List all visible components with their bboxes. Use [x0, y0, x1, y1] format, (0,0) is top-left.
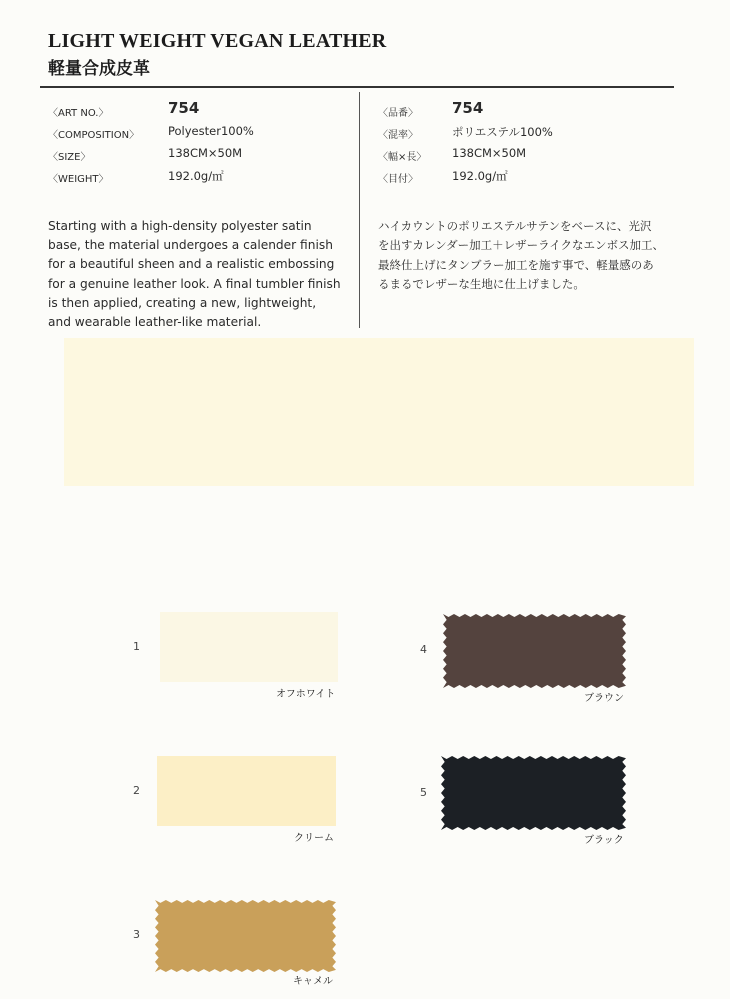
description-en-line: for a genuine leather look. A final tumbler finish — [48, 276, 341, 291]
column-divider — [359, 92, 360, 328]
swatch-caption-black: ブラック — [584, 835, 624, 846]
swatch-caption-cream: クリーム — [294, 833, 334, 844]
swatch-cream — [157, 756, 336, 826]
swatch-caption-brown: ブラウン — [584, 693, 624, 704]
large-fabric-swatch — [64, 338, 694, 486]
spec-label-jp-composition: 〈混率〉 — [378, 130, 418, 141]
title-en: LIGHT WEIGHT VEGAN LEATHER — [48, 30, 387, 52]
swatch-number-5: 5 — [420, 786, 427, 799]
description-jp-line: 最終仕上げにタンブラー加工を施す事で、軽量感のあ — [378, 257, 654, 272]
swatch-black — [441, 756, 626, 830]
spec-label-weight: 〈WEIGHT〉 — [48, 174, 109, 185]
spec-label-jp-art-no: 〈品番〉 — [378, 108, 418, 119]
spec-label-art-no: 〈ART NO.〉 — [48, 108, 109, 119]
description-jp — [378, 217, 678, 295]
description-en-line: Starting with a high-density polyester satin — [48, 219, 312, 233]
swatch-camel — [155, 900, 336, 972]
description-en-line: base, the material undergoes a calender finish — [48, 238, 333, 253]
spec-value-weight: 192.0g/㎡ — [168, 169, 224, 183]
spec-value-size: 138CM×50M — [168, 146, 243, 160]
swatch-number-1: 1 — [133, 640, 140, 653]
description-en-line: and wearable leather-like material. — [48, 315, 262, 330]
swatch-number-2: 2 — [133, 784, 140, 797]
spec-value-art-no: 754 — [168, 99, 200, 117]
title-jp: 軽量合成皮革 — [48, 59, 150, 79]
spec-label-composition: 〈COMPOSITION〉 — [48, 130, 140, 141]
spec-label-jp-weight: 〈目付〉 — [378, 174, 418, 185]
spec-value-composition: Polyester100% — [168, 124, 254, 138]
spec-label-size: 〈SIZE〉 — [48, 152, 91, 163]
spec-value-jp-size: 138CM×50M — [452, 146, 527, 160]
spec-value-jp-composition: ポリエステル100% — [452, 125, 553, 139]
description-en-line: is then applied, creating a new, lightweight, — [48, 295, 317, 310]
description-en — [48, 217, 348, 332]
description-jp-line: を出すカレンダー加工＋レザーライクなエンボス加工、 — [378, 238, 665, 253]
swatch-off-white — [160, 612, 338, 682]
swatch-number-3: 3 — [133, 928, 140, 941]
description-en-line: for a beautiful sheen and a realistic embossing — [48, 257, 335, 272]
header-rule — [40, 86, 674, 88]
description-jp-line: ハイカウントのポリエステルサテンをベースに、光沢 — [378, 219, 652, 233]
description-jp-line: るまるでレザーな生地に仕上げました。 — [378, 277, 585, 292]
swatch-caption-off-white: オフホワイト — [276, 689, 336, 700]
spec-value-jp-art-no: 754 — [452, 99, 484, 117]
spec-value-jp-weight: 192.0g/㎡ — [452, 169, 508, 183]
spec-label-jp-size: 〈幅×長〉 — [378, 152, 427, 163]
swatch-number-4: 4 — [420, 643, 427, 656]
swatch-caption-camel: キャメル — [293, 976, 333, 987]
swatch-brown — [443, 614, 626, 688]
